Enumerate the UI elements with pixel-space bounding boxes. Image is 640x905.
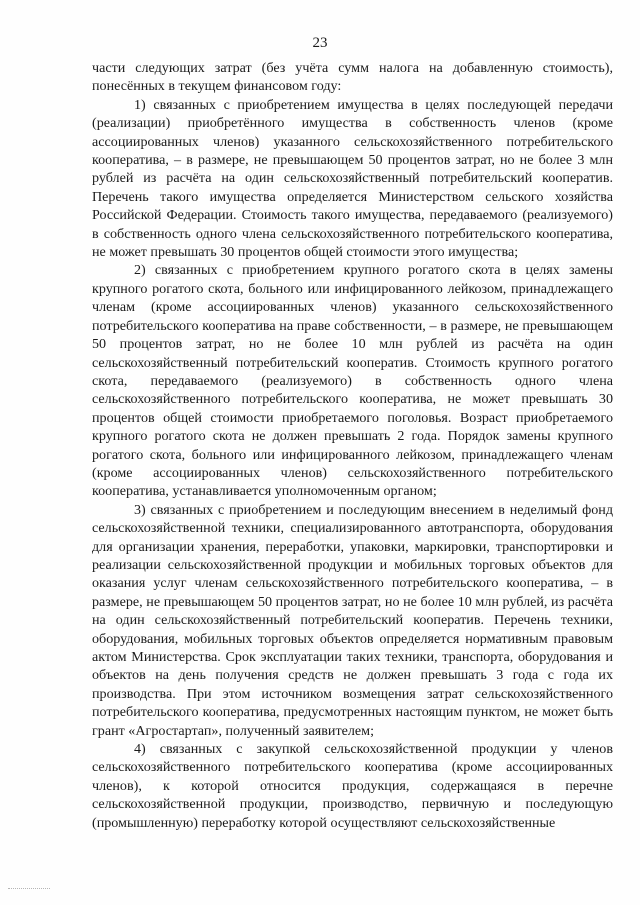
paragraph-intro: части следующих затрат (без учёта сумм налога на добавленную стоимость), понесённых в текущем финансовом году: (92, 60, 613, 95)
document-body (92, 59, 613, 832)
paragraph-item-4: 4) связанных с закупкой сельскохозяйственной продукции у членов сельскохозяйственного потребительского кооператива (кроме ассоциированных членов), к которой относится продукция, содержащаяся в перечне сельскохозяйственной продукции, производство, первичную и последующую (промышленную) переработку которой осуществляют сельскохозяйственные (92, 741, 613, 831)
page-number: 23 (312, 35, 328, 51)
scan-edge-mark (8, 888, 50, 889)
paragraph-item-2: 2) связанных с приобретением крупного рогатого скота в целях замены крупного рогатого скота, больного или инфицированного лейкозом, принадлежащего членам (кроме ассоциированных членов) указанного сельскохозяйственного потребительского кооператива на праве собственности, – в размере, не превышающем 50 процентов затрат, но не более 10 млн рублей из расчёта на один сельскохозяйственный потребительский кооператив. Стоимость крупного рогатого скота, передаваемого (реализуемого) в собственность одного члена сельскохозяйственного потребительского кооператива, не может превышать 30 процентов общей стоимости приобретаемого поголовья. Возраст приобретаемого крупного рогатого скота не должен превышать 2 года. Порядок замены крупного рогатого скота, больного или инфицированного лейкозом, принадлежащего членам (кроме ассоциированных членов) сельскохозяйственного потребительского кооператива, устанавливается уполномоченным органом; (92, 262, 613, 500)
paragraph-item-1: 1) связанных с приобретением имущества в целях последующей передачи (реализации) приобретённого имущества в собственность членов (кроме ассоциированных членов) указанного сельскохозяйственного потребительского кооператива, – в размере, не превышающем 50 процентов затрат, но не более 3 млн рублей из расчёта на один сельскохозяйственный потребительский кооператив. Перечень такого имущества определяется Министерством сельского хозяйства Российской Федерации. Стоимость такого имущества, передаваемого (реализуемого) в собственность одного члена сельскохозяйственного потребительского кооператива, не может превышать 30 процентов общей стоимости этого имущества; (92, 96, 613, 261)
paragraph-item-3: 3) связанных с приобретением и последующим внесением в неделимый фонд сельскохозяйственной техники, специализированного автотранспорта, оборудования для организации хранения, переработки, упаковки, маркировки, транспортировки и реализации сельскохозяйственной продукции и мобильных торговых объектов для оказания услуг членам сельскохозяйственного потребительского кооператива, – в размере, не превышающем 50 процентов затрат, но не более 10 млн рублей, из расчёта на один сельскохозяйственный потребительский кооператив. Перечень техники, оборудования, мобильных торговых объектов определяется нормативным правовым актом Министерства. Срок эксплуатации таких техники, транспорта, оборудования и объектов на день получения средств не должен превышать 3 года с года их производства. При этом источником возмещения затрат сельскохозяйственного потребительского кооператива, предусмотренных настоящим пунктом, не может быть грант «Агростартап», полученный заявителем; (92, 501, 613, 739)
